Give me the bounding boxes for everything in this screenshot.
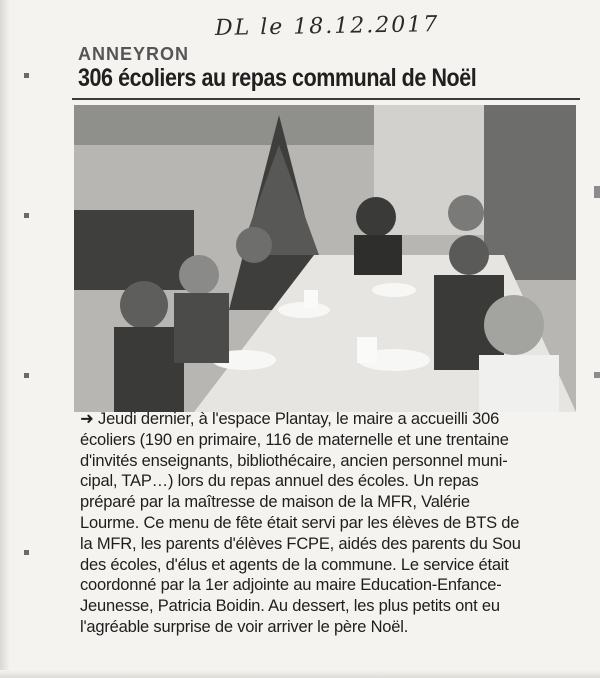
photo-child-head [448,195,484,231]
scan-edge-bottom [0,670,600,678]
article-photo [74,105,576,412]
photo-child-body [114,327,184,412]
photo-child-head [236,227,272,263]
scan-edge-scrap [594,186,600,198]
photo-child-head [179,255,219,295]
photo-illustration [74,105,576,412]
photo-plate [372,283,416,297]
article-body-line: la MFR, les parents d'élèves FCPE, aidés des parents du Sou [80,534,521,553]
photo-doorway [484,105,576,280]
scan-edge-left [0,0,10,678]
photo-child-body [174,293,229,363]
margin-mark [24,73,29,78]
article-body-line: préparé par la maîtresse de maison de la MFR, Valérie [80,493,470,512]
margin-mark [24,550,29,555]
scan-edge-scrap [594,372,600,378]
article-body-line: cipal, TAP…) lors du repas annuel des écoles. Un repas [80,472,479,491]
photo-adult-head [356,197,396,237]
article-body-line: des écoles, d'élus et agents de la commune. Le service était [80,555,509,574]
arrow-icon: ➜ [80,410,94,428]
photo-child-head [120,281,168,329]
headline-rule [72,98,580,100]
article-body [80,409,576,638]
article-kicker: ANNEYRON [78,44,190,64]
article-body-line: l'agréable surprise de voir arriver le père Noël. [80,617,409,636]
photo-cup [357,337,377,363]
article-body-line: d'invités enseignants, bibliothécaire, ancien personnel muni- [80,451,508,470]
article-body-line: Jeunesse, Patricia Boidin. Au dessert, les plus petits ont eu [80,597,500,616]
photo-child-head [484,295,544,355]
photo-child-head [449,235,489,275]
photo-cup [304,290,318,308]
handwritten-date-note: DL le 18.12.2017 [214,12,440,41]
article-headline: 306 écoliers au repas communal de Noël [78,64,477,92]
article-body-line: écoliers (190 en primaire, 116 de maternelle et une trentaine [80,430,509,449]
article-body-line: ➜ Jeudi dernier, à l'espace Plantay, le maire a accueilli 306 [80,410,500,428]
article-body-line: coordonné par la 1er adjointe au maire Education-Enfance- [80,576,502,595]
margin-mark [24,373,29,378]
photo-coats [74,210,194,290]
article-body-line: Lourme. Ce menu de fête était servi par les élèves de BTS de [80,513,520,532]
margin-mark [24,213,29,218]
photo-child-body [479,355,559,412]
photo-adult-body [354,235,402,275]
